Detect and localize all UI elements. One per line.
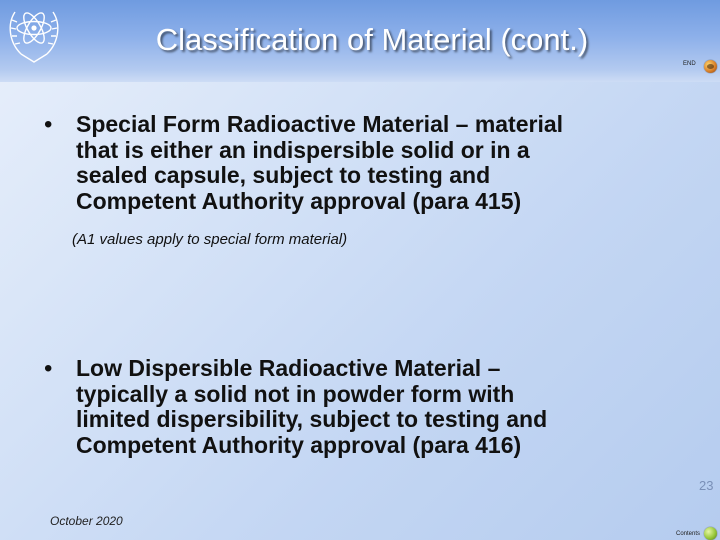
bullet-icon: • — [44, 355, 53, 382]
note-a1-values: (A1 values apply to special form material) — [72, 231, 348, 248]
iaea-logo-icon — [4, 2, 64, 66]
footer-date: October 2020 — [50, 514, 123, 528]
page-number: 23 — [699, 478, 714, 493]
header-bar — [0, 0, 720, 82]
end-button-icon[interactable] — [704, 60, 717, 73]
bullet-low-dispersible: Low Dispersible Radioactive Material – typically a solid not in powder form with limited dispersibility, subject to testing and Competent Authority approval (para 416) — [76, 355, 548, 458]
bullet-special-form: Special Form Radioactive Material – material that is either an indispersible solid or in a sealed capsule, subject to testing and Competent Authority approval (para 415) — [76, 111, 564, 214]
end-link[interactable]: END — [683, 61, 696, 67]
bullet-icon: • — [44, 111, 53, 138]
page-title: Classification of Material (cont.) — [155, 22, 589, 57]
contents-button-icon[interactable] — [704, 527, 717, 540]
contents-link[interactable]: Contents — [676, 531, 701, 537]
